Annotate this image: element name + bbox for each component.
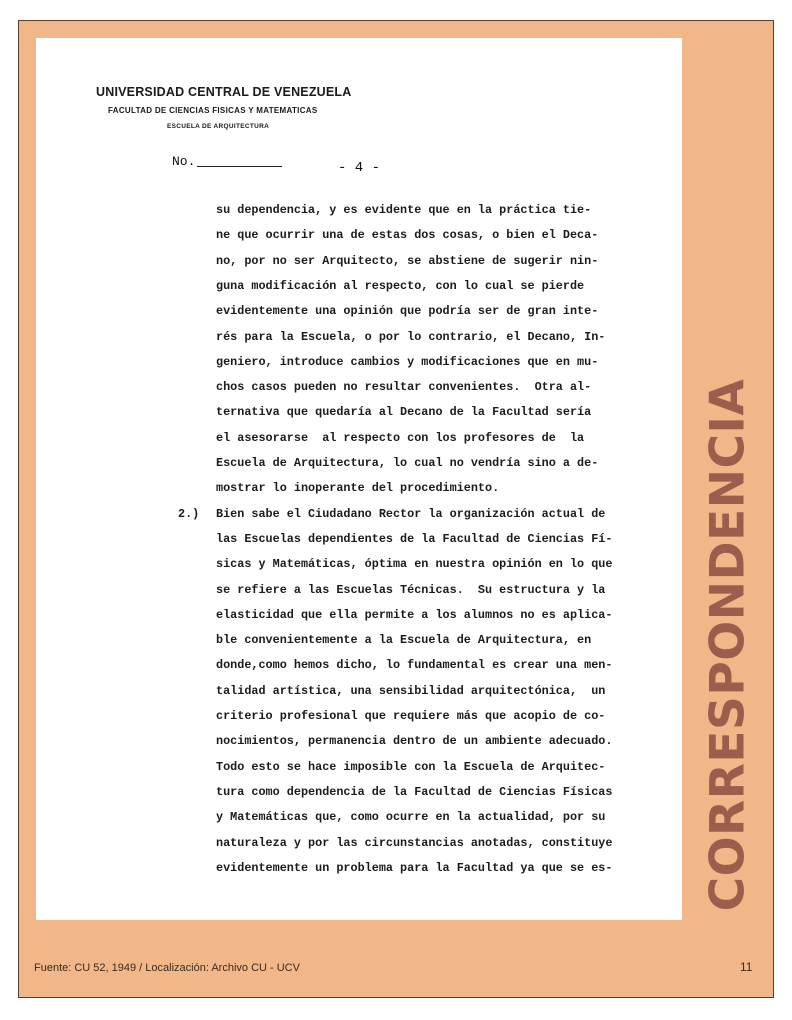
document-line: Bien sabe el Ciudadano Rector la organización actual de xyxy=(216,506,606,521)
document-line: sicas y Matemáticas, óptima en nuestra opinión en lo que xyxy=(216,557,613,572)
document-line: y Matemáticas que, como ocurre en la actualidad, por su xyxy=(216,810,606,825)
document-line: no, por no ser Arquitecto, se abstiene de sugerir nin- xyxy=(216,253,599,268)
document-page-marker: - 4 - xyxy=(338,160,381,176)
document-line: nocimientos, permanencia dentro de un ambiente adecuado. xyxy=(216,734,613,749)
reference-label: No. xyxy=(172,154,196,169)
side-banner xyxy=(683,370,773,920)
reference-blank-line xyxy=(197,166,282,167)
document-line: se refiere a las Escuelas Técnicas. Su estructura y la xyxy=(216,582,606,597)
document-line: su dependencia, y es evidente que en la práctica tie- xyxy=(216,203,592,217)
document-line: Escuela de Arquitectura, lo cual no vendría sino a de- xyxy=(216,456,599,470)
document-line: rés para la Escuela, o por lo contrario, el Decano, In- xyxy=(216,329,606,344)
document-line: chos casos pueden no resultar convenientes. Otra al- xyxy=(216,380,592,395)
document-line: tura como dependencia de la Facultad de Ciencias Físicas xyxy=(216,784,613,799)
document-line: el asesorarse al respecto con los profesores de la xyxy=(216,430,585,445)
page-number: 11 xyxy=(740,960,753,974)
document-line: ne que ocurrir una de estas dos cosas, o bien el Deca- xyxy=(216,228,599,243)
document-line: criterio profesional que requiere más que acopio de co- xyxy=(216,709,606,723)
reference-number xyxy=(172,154,282,169)
document-line: naturaleza y por las circunstancias anotadas, constituye xyxy=(216,835,613,850)
document-line: mostrar lo inoperante del procedimiento. xyxy=(216,481,500,496)
document-line: elasticidad que ella permite a los alumnos no es aplica- xyxy=(216,607,613,622)
document-line: donde,como hemos dicho, lo fundamental es crear una men- xyxy=(216,658,613,673)
document-line: talidad artística, una sensibilidad arquitectónica, un xyxy=(216,683,606,698)
document-line: las Escuelas dependientes de la Facultad de Ciencias Fí- xyxy=(216,531,613,546)
scanned-document xyxy=(36,38,682,920)
document-line: geniero, introduce cambios y modificaciones que en mu- xyxy=(216,354,599,369)
document-line: evidentemente un problema para la Facultad ya que se es- xyxy=(216,860,613,875)
school-name: ESCUELA DE ARQUITECTURA xyxy=(167,123,270,130)
document-line: ternativa que quedaría al Decano de la Facultad sería xyxy=(216,405,592,420)
document-line: Todo esto se hace imposible con la Escuela de Arquitec- xyxy=(216,759,606,774)
faculty-name: FACULTAD DE CIENCIAS FISICAS Y MATEMATICAS xyxy=(108,106,318,115)
item-marker: 2.) xyxy=(178,506,200,521)
document-line: guna modificación al respecto, con lo cual se pierde xyxy=(216,278,585,293)
university-name: UNIVERSIDAD CENTRAL DE VENEZUELA xyxy=(96,85,352,99)
footer-source: Fuente: CU 52, 1949 / Localización: Archivo CU - UCV xyxy=(34,962,300,974)
document-line: evidentemente una opinión que podría ser de gran inte- xyxy=(216,304,599,319)
section-title: CORRESPONDENCIA xyxy=(700,378,756,912)
document-line: ble convenientemente a la Escuela de Arquitectura, en xyxy=(216,633,592,648)
